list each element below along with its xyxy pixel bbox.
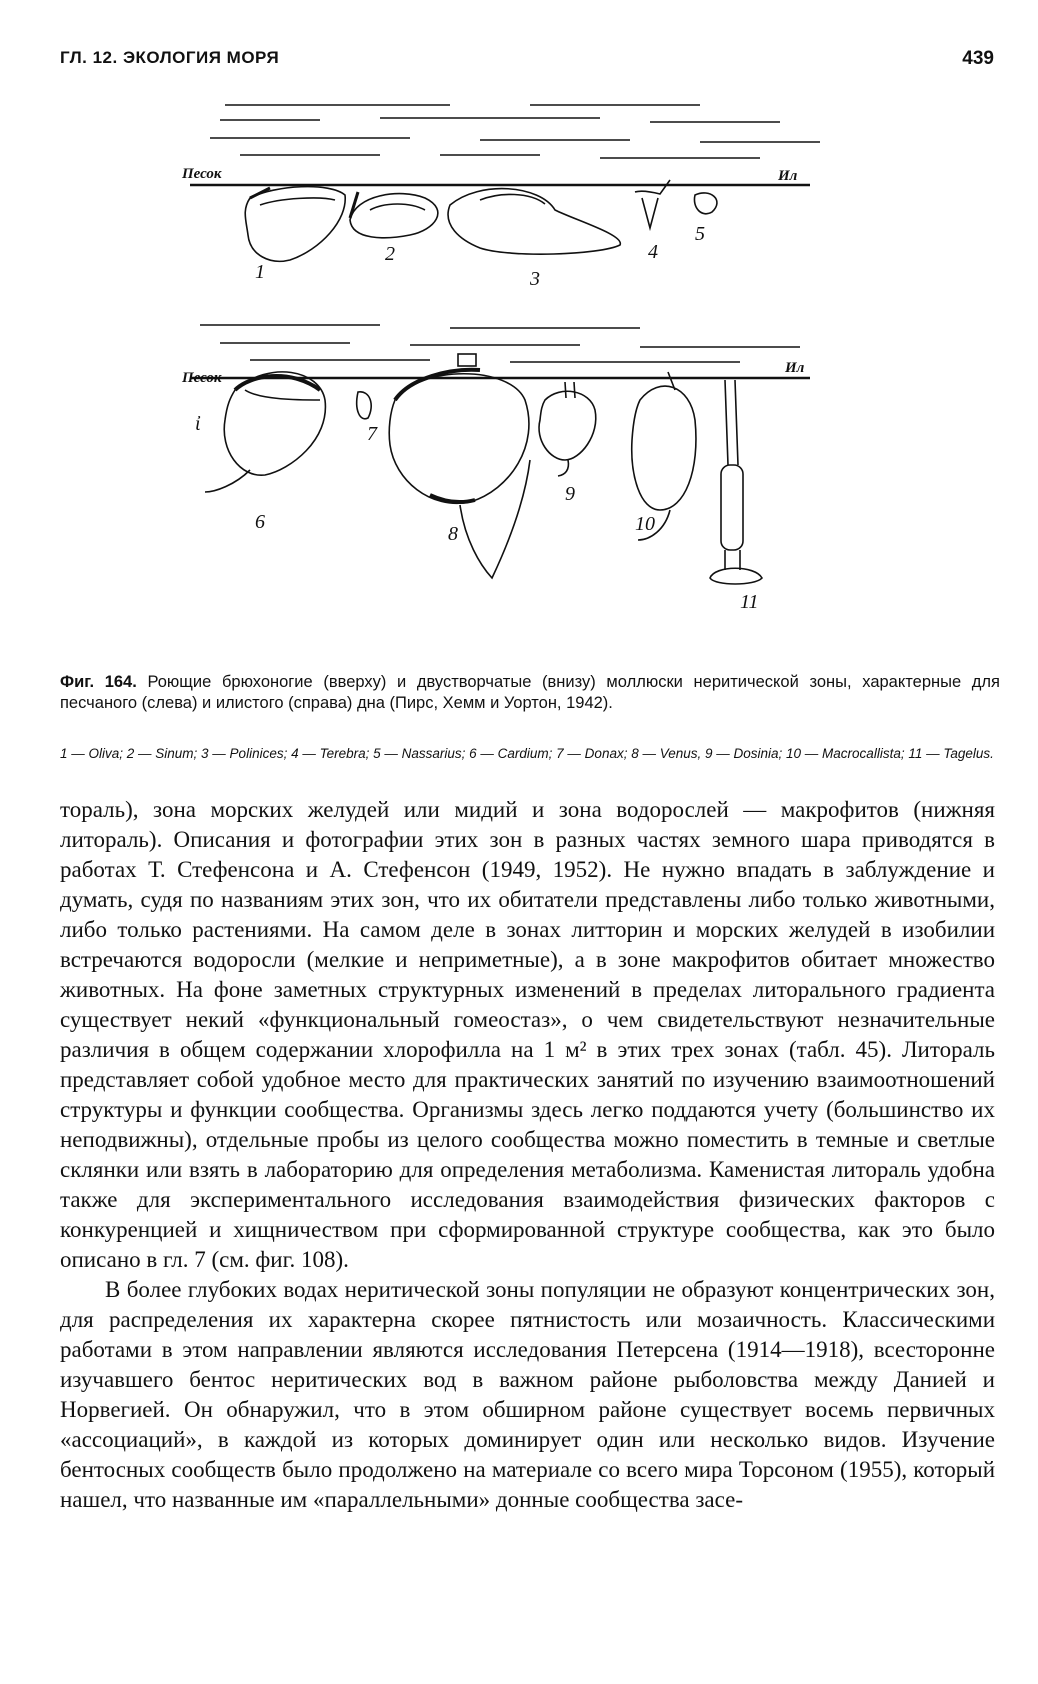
fig-num-6-aux: ἰ: [195, 413, 201, 435]
body-text: [60, 795, 995, 1515]
fig-num-11: 11: [740, 591, 759, 613]
fig-num-8: 8: [448, 523, 458, 545]
paragraph-2: В более глубоких водах неритической зоны популяции не образуют концентрических зон, для распределения их характерна скорее пятнистость или мозаичность. Классическими работами в этом направлении являются исследования Петерсена (1914—1918), всесторонне изучавшего бентос неритических вод в важном районе рыболовства между Данией и Норвегией. Он обнаружил, что в этом обширном районе существует восемь первичных «ассоциаций», в каждой из которых доминирует один или несколько видов. Изучение бентосных сообществ было продолжено на материале со всего мира Торсоном (1955), который нашел, что названные им «параллельными» донные сообщества засе-: [60, 1277, 995, 1512]
fig-num-2: 2: [385, 243, 395, 265]
fig-num-6: 6: [255, 511, 265, 533]
fig-num-3: 3: [530, 268, 540, 290]
figure-164: [180, 100, 900, 665]
label-sand-top: Песок: [182, 166, 222, 182]
label-silt-bottom: Ил: [785, 360, 805, 376]
running-header: [60, 48, 994, 78]
figure-legend: 1 — Oliva; 2 — Sinum; 3 — Polinices; 4 — Terebra; 5 — Nassarius; 6 — Cardium; 7 — Donax; 8 — Venus, 9 — Dosinia; 10 — Macrocallista; 11 — Tagelus.: [60, 746, 994, 761]
fig-num-9: 9: [565, 483, 575, 505]
fig-num-10: 10: [635, 513, 655, 535]
fig-num-7: 7: [367, 423, 377, 445]
paragraph-1: тораль), зона морских желудей или мидий и зона водорослей — макрофитов (нижняя литораль). Описания и фотографии этих зон в разных частях земного шара приводятся в работах Т. Стефенсона и А. Стефенсон (1949, 1952). Не нужно впадать в заблуждение и думать, судя по названиям этих зон, что их обитатели представлены либо только животными, либо только растениями. На самом деле в зонах литторин и морских желудей в изобилии встречаются водоросли (мелкие и неприметные), а в зоне макрофитов обитает множество животных. На фоне заметных структурных изменений в пределах литорального градиента существует некий «функциональный гомеостаз», о чем свидетельствуют незначительные различия в общем содержании хлорофилла на 1 м² в этих трех зонах (табл. 45). Литораль представляет собой удобное место для практических занятий по изучению взаимоотношений структуры и функции сообщества. Организмы здесь легко поддаются учету (большинство их неподвижны), отдельные пробы из целого сообщества можно поместить в темные и светлые склянки или взять в лабораторию для определения метаболизма. Каменистая литораль удобна также для экспериментального исследования взаимодействия физических факторов с конкуренцией и хищничеством при сформированной структуре сообщества, как это было описано в гл. 7 (см. фиг. 108).: [60, 797, 995, 1272]
fig-num-4: 4: [648, 241, 658, 263]
mollusc-illustration: [180, 100, 900, 665]
fig-num-1: 1: [255, 261, 265, 283]
caption-text: Роющие брюхоногие (вверху) и двустворчатые (внизу) моллюски неритической зоны, характерные для песчаного (слева) и илистого (справа) дна (Пирс, Хемм и Уортон, 1942).: [60, 673, 1000, 712]
chapter-title: ГЛ. 12. ЭКОЛОГИЯ МОРЯ: [60, 48, 280, 67]
label-silt-top: Ил: [778, 168, 798, 184]
page-number: 439: [962, 48, 994, 69]
figure-number: Фиг. 164.: [60, 673, 137, 691]
fig-num-5: 5: [695, 223, 705, 245]
label-sand-bottom: Песок: [182, 370, 222, 386]
figure-caption: [60, 672, 1000, 714]
